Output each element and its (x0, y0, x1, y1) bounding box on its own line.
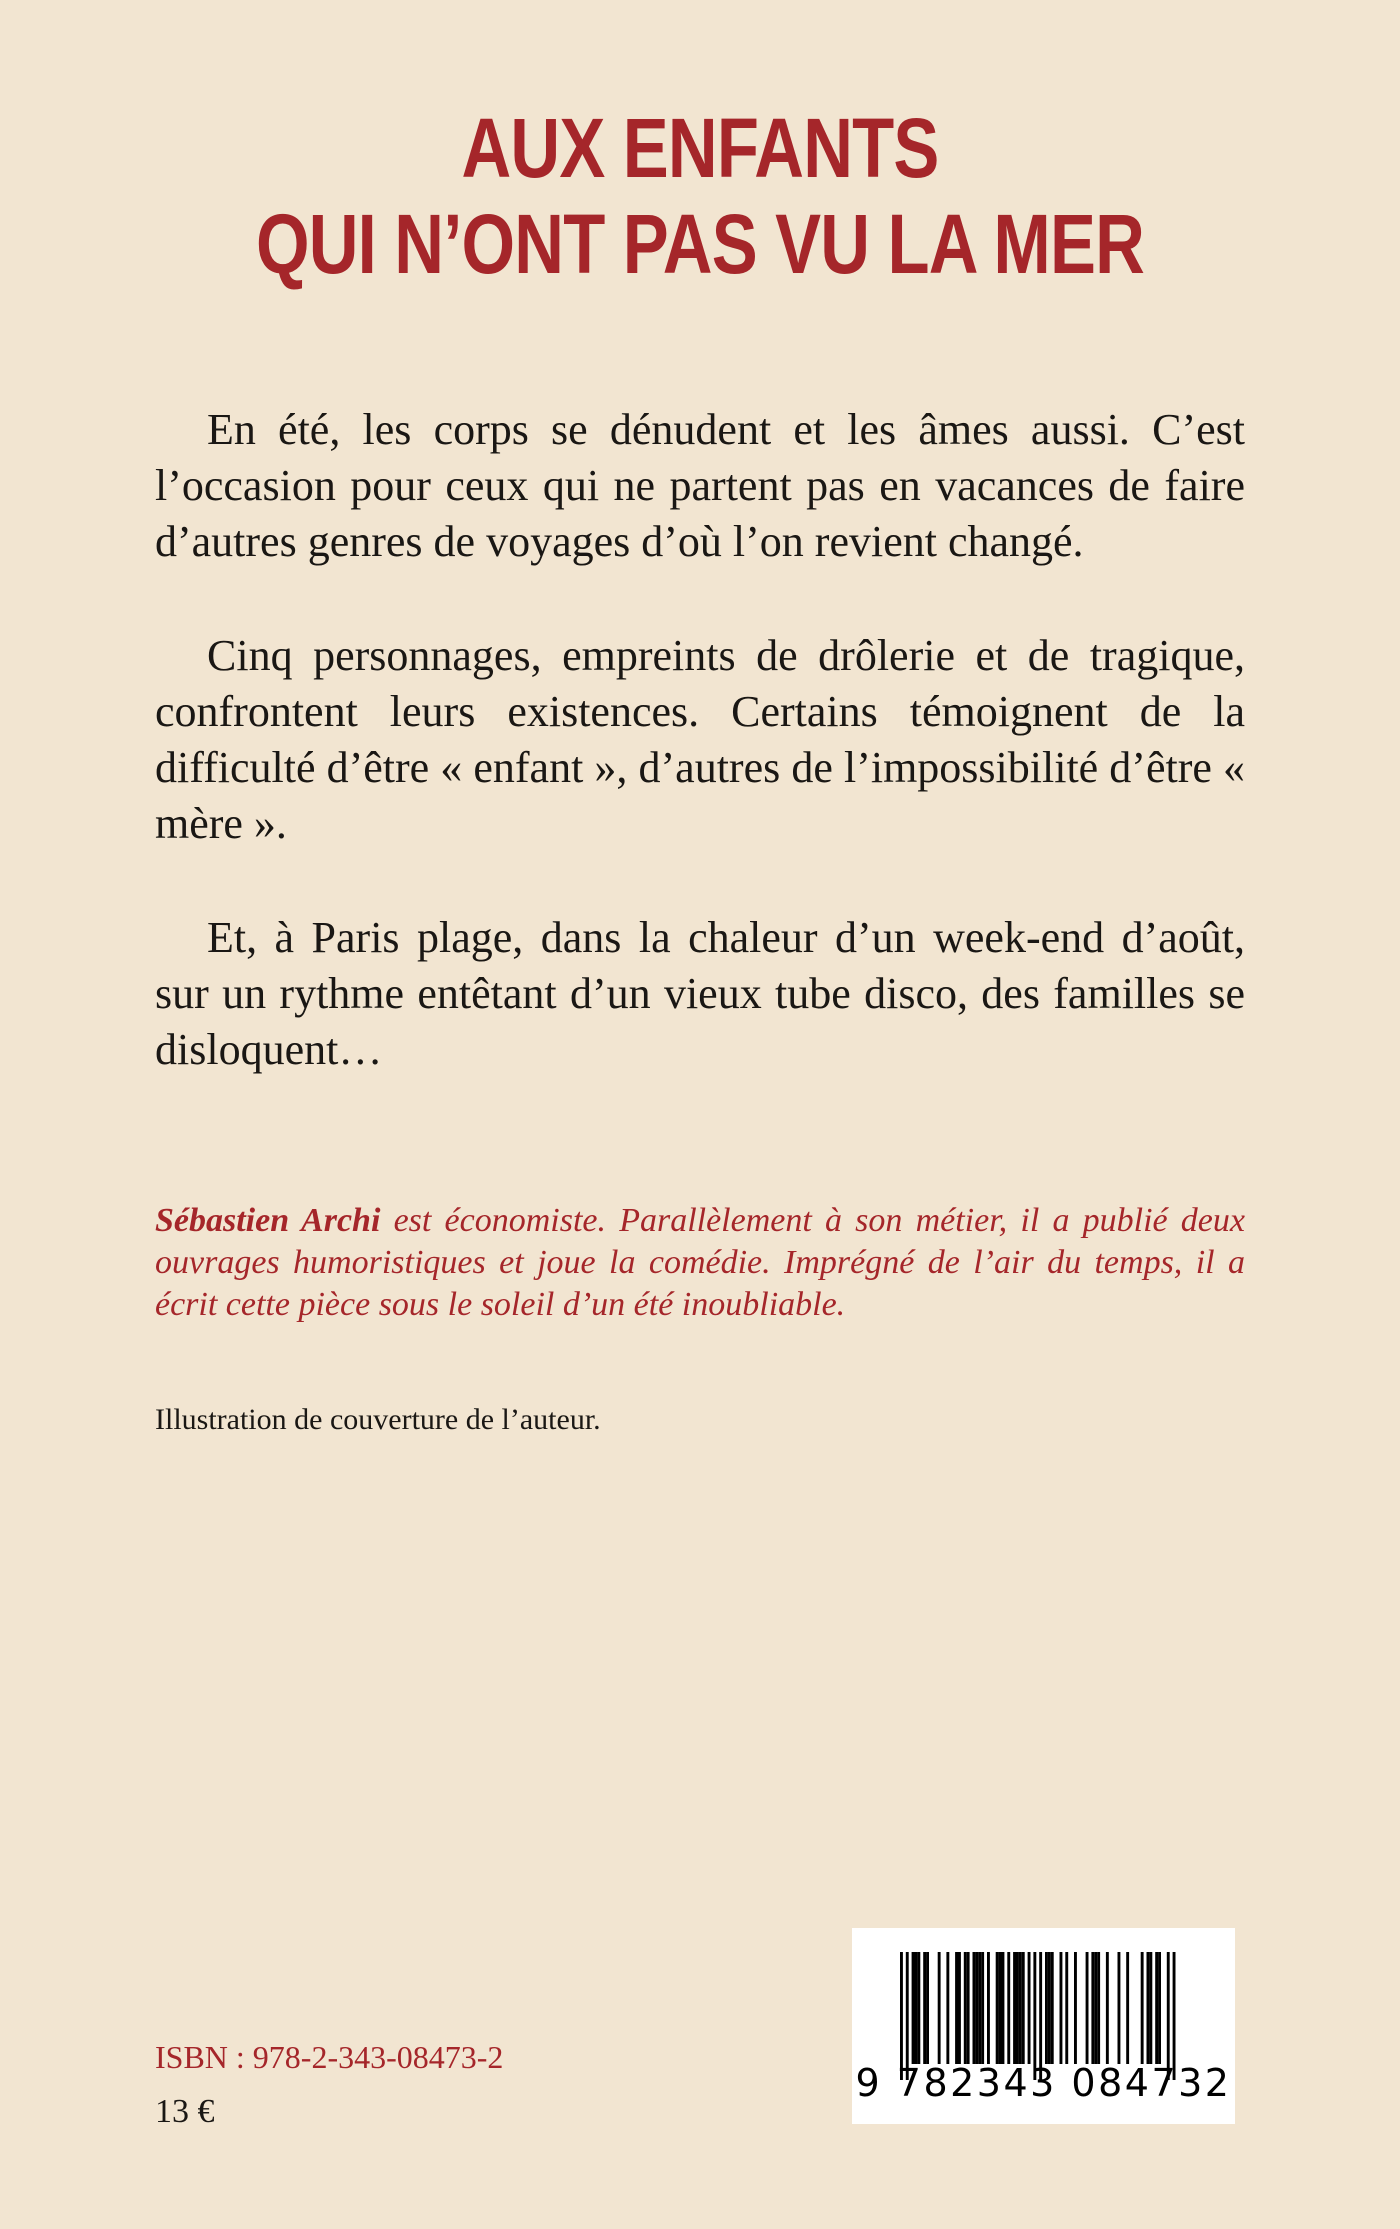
barcode-bar (958, 1952, 961, 2064)
book-title-line-2: QUI N’ONT PAS VU LA MER (255, 197, 1145, 291)
barcode-bar (955, 1952, 958, 2064)
barcode-bar (1155, 1952, 1158, 2064)
barcode-bar (1106, 1952, 1109, 2064)
barcode-bar (981, 1952, 984, 2064)
barcode-bar (923, 1952, 926, 2064)
illustration-credit: Illustration de couverture de l’auteur. (155, 1403, 601, 1436)
barcode-bar (1149, 1952, 1152, 2064)
barcode-bar (1141, 1952, 1144, 2064)
barcode-bar (1118, 1952, 1121, 2064)
barcode-bar (978, 1952, 981, 2064)
blurb-paragraph-1: En été, les corps se dénudent et les âmes aussi. C’est l’occasion pour ceux qui ne partent pas en vacances de faire d’autres genres de voyages d’où l’on revient changé. (155, 405, 1245, 566)
blurb-paragraph-2: Cinq personnages, empreints de drôlerie et de tragique, confrontent leurs existences. Certains témoignent de la difficulté d’être « enfant », d’autres de l’impossibilité d’être « mère ». (155, 631, 1245, 848)
barcode-bar (975, 1952, 978, 2064)
barcode-bar (1097, 1952, 1100, 2064)
barcode-bar (926, 1952, 929, 2064)
barcode-bar (912, 1952, 915, 2064)
barcode-bar (938, 1952, 941, 2064)
barcode-bar (996, 1952, 999, 2064)
barcode-bar (967, 1952, 970, 2064)
barcode-bar (1045, 1952, 1048, 2064)
barcode-bar (964, 1952, 967, 2064)
barcode-bar (1028, 1952, 1031, 2064)
barcode-bar (1060, 1952, 1063, 2064)
barcode-digits: 9 782343 084732 (855, 2061, 1232, 2105)
book-title-line-1: AUX ENFANTS (461, 101, 939, 195)
barcode-bar (1147, 1952, 1150, 2064)
barcode-bar (1051, 1952, 1054, 2064)
author-name: Sébastien Archi (155, 1202, 381, 1239)
barcode-bar (999, 1952, 1002, 2064)
barcode-bar (1074, 1952, 1077, 2064)
barcode-bar (1013, 1952, 1016, 2064)
book-title (126, 100, 1274, 292)
barcode (852, 1928, 1235, 2124)
barcode-bar (1091, 1952, 1094, 2064)
blurb (155, 402, 1245, 1136)
barcode-bar (1022, 1952, 1025, 2064)
barcode-bar (1007, 1952, 1010, 2064)
isbn: ISBN : 978-2-343-08473-2 (155, 2039, 504, 2075)
barcode-bar (1126, 1952, 1129, 2064)
barcode-bar (1086, 1952, 1089, 2064)
barcode-bar (1065, 1952, 1068, 2064)
barcode-bar (917, 1952, 920, 2064)
blurb-paragraph-3: Et, à Paris plage, dans la chaleur d’un week-end d’août, sur un rythme entêtant d’un vieux tube disco, des familles se disloquent… (155, 913, 1245, 1074)
price: 13 € (155, 2093, 215, 2130)
barcode-bar (1019, 1952, 1022, 2064)
barcode-bar (987, 1952, 990, 2064)
barcode-bar (1016, 1952, 1019, 2064)
barcode-bar (1048, 1952, 1051, 2064)
barcode-bar (915, 1952, 918, 2064)
barcode-bar (973, 1952, 976, 2064)
barcode-bar (1094, 1952, 1097, 2064)
author-bio (155, 1200, 1245, 1326)
author-bio-text: est économiste. Parallèlement à son métier, il a publié deux ouvrages humoristiques et joue la comédie. Imprégné de l’air du temps, il a écrit cette pièce sous le soleil d’un été inoubliable. (155, 1202, 1245, 1323)
barcode-bar (1002, 1952, 1005, 2064)
barcode-bar (1158, 1952, 1161, 2064)
barcode-bar (946, 1952, 949, 2064)
